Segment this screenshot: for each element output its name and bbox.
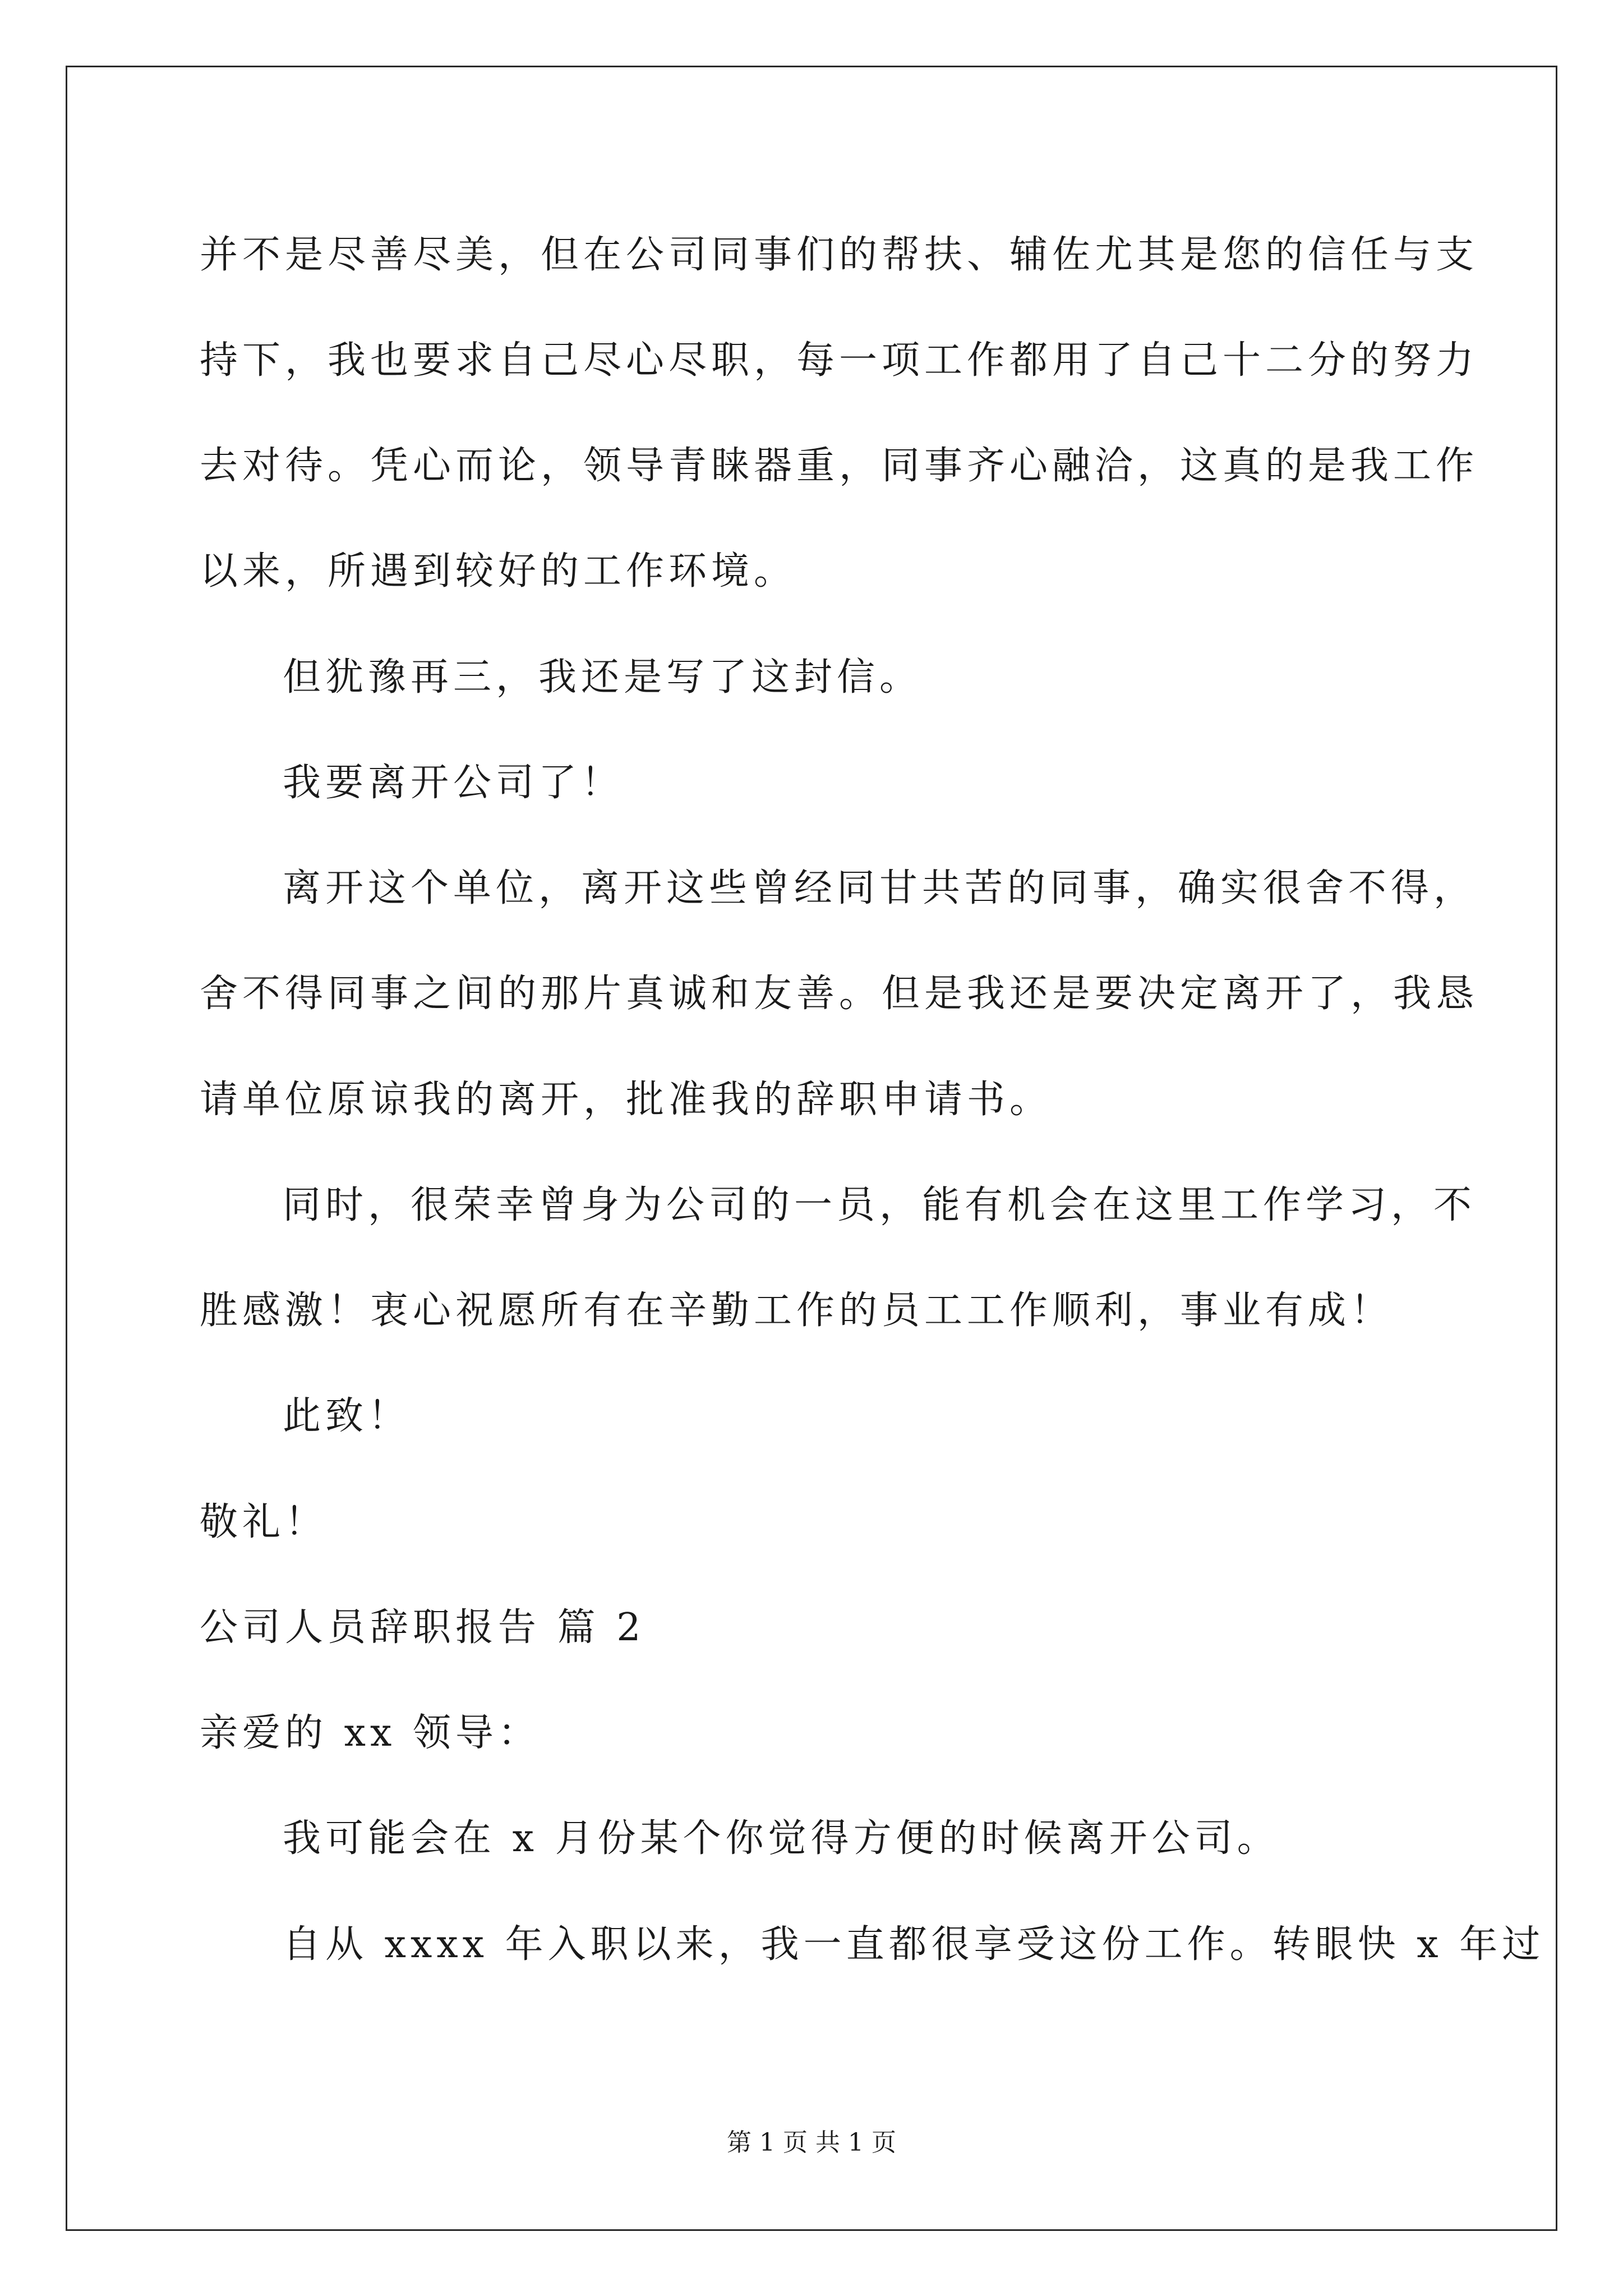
paragraph-line: 我要离开公司了！ [283,761,624,805]
greeting: 亲爱的 xx 领导： [200,1711,541,1755]
paragraph-line: 持下，我也要求自己尽心尽职，每一项工作都用了自己十二分的努力 [200,338,1479,383]
closing-regards: 敬礼！ [200,1500,328,1544]
paragraph-line: 并不是尽善尽美，但在公司同事们的帮扶、辅佐尤其是您的信任与支 [200,233,1479,277]
paragraph-line: 离开这个单位，离开这些曾经同甘共苦的同事，确实很舍不得， [283,866,1477,910]
paragraph-line: 但犹豫再三，我还是写了这封信。 [283,655,923,700]
paragraph-line: 舍不得同事之间的那片真诚和友善。但是我还是要决定离开了，我恳 [200,972,1479,1016]
closing-salutation: 此致！ [283,1394,411,1438]
paragraph-line: 自从 xxxx 年入职以来，我一直都很享受这份工作。转眼快 x 年过 [283,1922,1545,1967]
paragraph-line: 请单位原谅我的离开，批准我的辞职申请书。 [200,1078,1053,1122]
page-border [66,66,1557,2231]
paragraph-line: 我可能会在 x 月份某个你觉得方便的时候离开公司。 [283,1816,1280,1861]
section-heading: 公司人员辞职报告 篇 2 [200,1605,645,1650]
paragraph-line: 去对待。凭心而论，领导青睐器重，同事齐心融洽，这真的是我工作 [200,444,1479,488]
page-footer: 第 1 页 共 1 页 [727,2128,896,2157]
paragraph-line: 同时，很荣幸曾身为公司的一员，能有机会在这里工作学习，不 [283,1183,1477,1227]
paragraph-line: 以来，所遇到较好的工作环境。 [200,549,797,593]
paragraph-line: 胜感激！衷心祝愿所有在辛勤工作的员工工作顺利，事业有成！ [200,1289,1394,1333]
